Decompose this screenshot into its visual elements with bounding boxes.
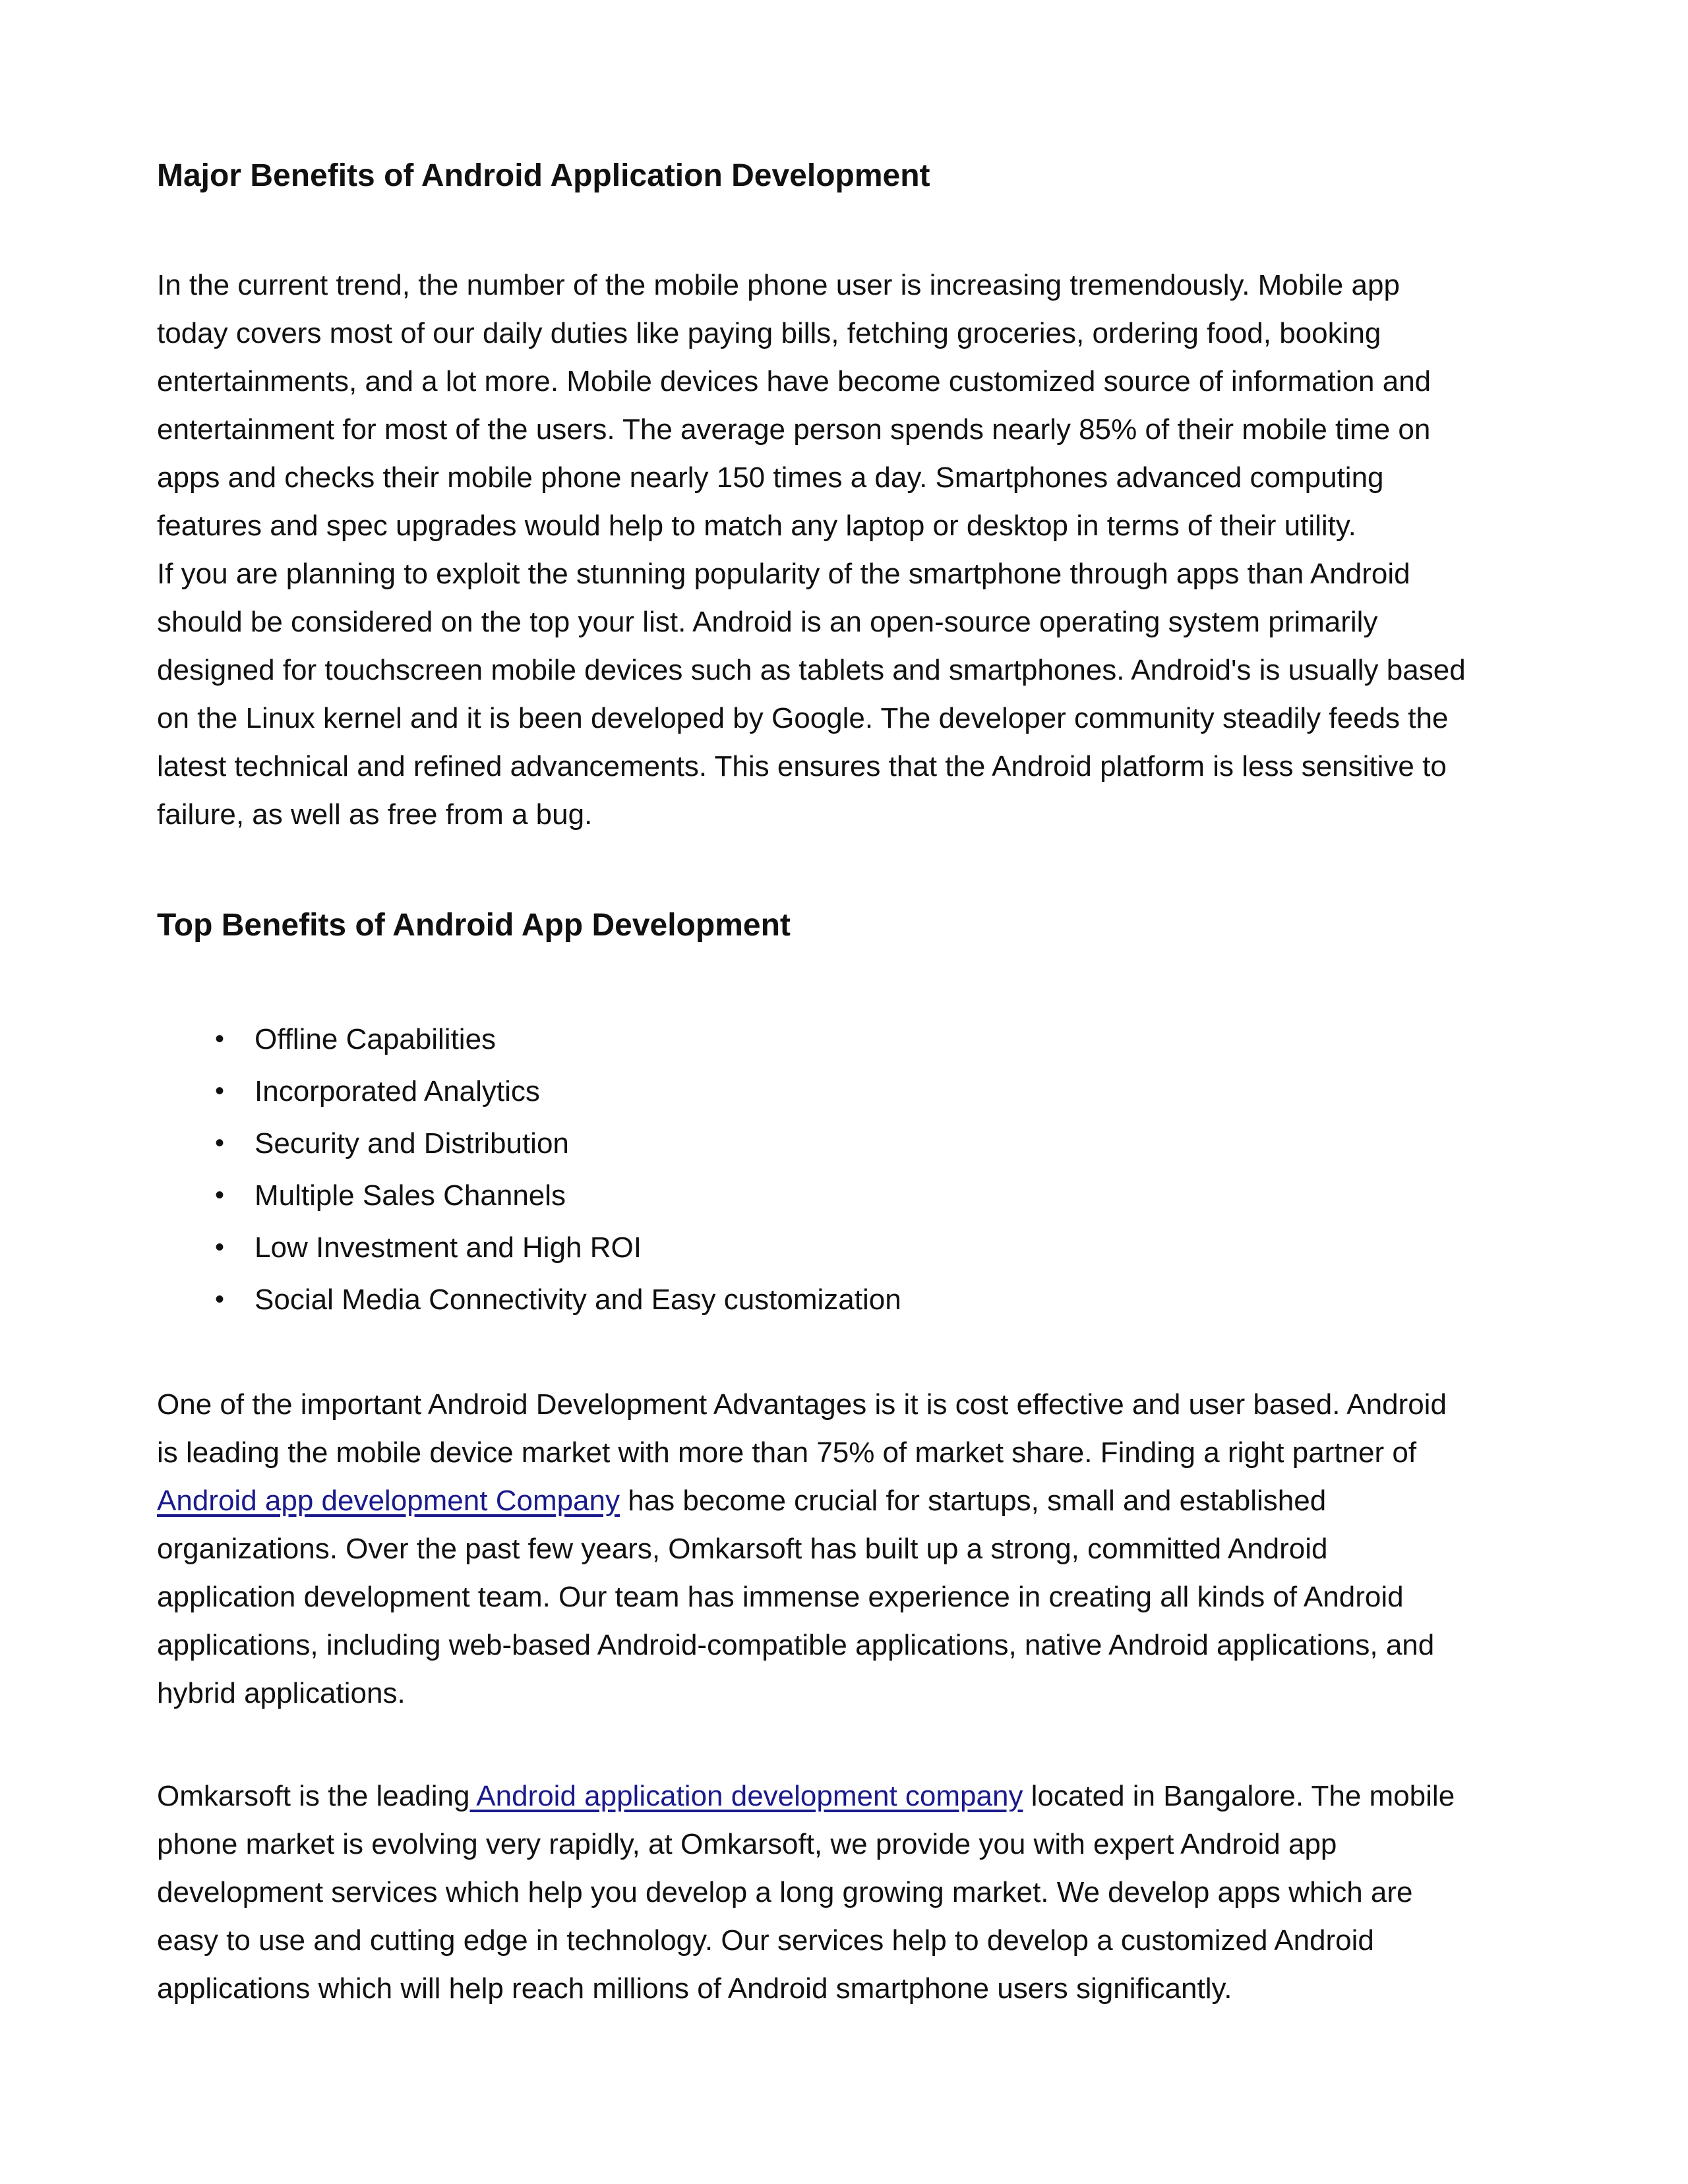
list-item-label: Social Media Connectivity and Easy customization bbox=[255, 1284, 901, 1316]
intro-line: entertainment for most of the users. The average person spends nearly 85% of their mobile time on bbox=[157, 413, 1431, 446]
section-heading: Top Benefits of Android App Development bbox=[157, 908, 791, 943]
list-item bbox=[215, 1013, 1535, 1065]
list-item bbox=[215, 1274, 1535, 1326]
list-item-label: Incorporated Analytics bbox=[255, 1075, 540, 1107]
list-item bbox=[215, 1222, 1535, 1274]
paragraph-line: applications, including web-based Android-compatible applications, native Android applications, and bbox=[157, 1629, 1435, 1661]
intro-line: designed for touchscreen mobile devices such as tablets and smartphones. Android's is usually based bbox=[157, 654, 1466, 686]
intro-line: on the Linux kernel and it is been developed by Google. The developer community steadily feeds the bbox=[157, 702, 1449, 734]
intro-line: If you are planning to exploit the stunning popularity of the smartphone through apps than Android bbox=[157, 558, 1410, 590]
list-item-label: Low Investment and High ROI bbox=[255, 1231, 642, 1264]
paragraph-text: Omkarsoft is the leading bbox=[157, 1780, 470, 1812]
list-item bbox=[215, 1065, 1535, 1117]
intro-line: latest technical and refined advancements. This ensures that the Android platform is less sensitive to bbox=[157, 750, 1447, 782]
list-item-label: Security and Distribution bbox=[255, 1127, 569, 1160]
bullet-icon: • bbox=[215, 1129, 225, 1158]
paragraph-line: applications which will help reach millions of Android smartphone users significantly. bbox=[157, 1972, 1232, 2005]
bullet-icon: • bbox=[215, 1077, 225, 1106]
paragraph-line: phone market is evolving very rapidly, at Omkarsoft, we provide you with expert Android app bbox=[157, 1828, 1337, 1860]
paragraph-line: application development team. Our team has immense experience in creating all kinds of Android bbox=[157, 1581, 1404, 1613]
intro-line: should be considered on the top your list. Android is an open-source operating system primarily bbox=[157, 606, 1378, 638]
paragraph-text: has become crucial for startups, small and established bbox=[620, 1485, 1327, 1517]
list-item bbox=[215, 1117, 1535, 1169]
intro-line: In the current trend, the number of the mobile phone user is increasing tremendously. Mobile app bbox=[157, 269, 1400, 301]
intro-paragraph bbox=[157, 261, 1535, 839]
paragraph-line bbox=[157, 1772, 1535, 1820]
paragraph-line: One of the important Android Development Advantages is it is cost effective and user based. Android bbox=[157, 1388, 1447, 1421]
omkarsoft-paragraph bbox=[157, 1772, 1535, 2013]
list-item-label: Multiple Sales Channels bbox=[255, 1179, 566, 1212]
intro-line: today covers most of our daily duties like paying bills, fetching groceries, ordering food, booking bbox=[157, 317, 1381, 349]
intro-line: apps and checks their mobile phone nearly 150 times a day. Smartphones advanced computing bbox=[157, 461, 1384, 494]
paragraph-text: located in Bangalore. The mobile bbox=[1023, 1780, 1455, 1812]
intro-line: features and spec upgrades would help to match any laptop or desktop in terms of their utility. bbox=[157, 510, 1356, 542]
list-item-label: Offline Capabilities bbox=[255, 1023, 497, 1055]
android-application-development-company-link[interactable]: Android application development company bbox=[469, 1780, 1023, 1812]
bullet-icon: • bbox=[215, 1181, 225, 1210]
document-title: Major Benefits of Android Application Development bbox=[157, 158, 930, 193]
intro-line: failure, as well as free from a bug. bbox=[157, 798, 593, 831]
android-app-development-company-link[interactable]: Android app development Company bbox=[157, 1485, 620, 1517]
document-page bbox=[157, 144, 1535, 2013]
paragraph-line: hybrid applications. bbox=[157, 1677, 406, 1709]
paragraph-line: development services which help you develop a long growing market. We develop apps which are bbox=[157, 1876, 1413, 1908]
advantages-paragraph bbox=[157, 1380, 1535, 1717]
paragraph-line: easy to use and cutting edge in technology. Our services help to develop a customized Android bbox=[157, 1924, 1374, 1957]
paragraph-line: is leading the mobile device market with more than 75% of market share. Finding a right partner of bbox=[157, 1436, 1417, 1469]
benefits-list bbox=[157, 1013, 1535, 1326]
bullet-icon: • bbox=[215, 1024, 225, 1053]
list-item bbox=[215, 1169, 1535, 1222]
intro-line: entertainments, and a lot more. Mobile devices have become customized source of information and bbox=[157, 365, 1432, 398]
bullet-icon: • bbox=[215, 1285, 225, 1314]
paragraph-line: organizations. Over the past few years, Omkarsoft has built up a strong, committed Android bbox=[157, 1533, 1328, 1565]
paragraph-line bbox=[157, 1477, 1535, 1525]
bullet-icon: • bbox=[215, 1233, 225, 1262]
